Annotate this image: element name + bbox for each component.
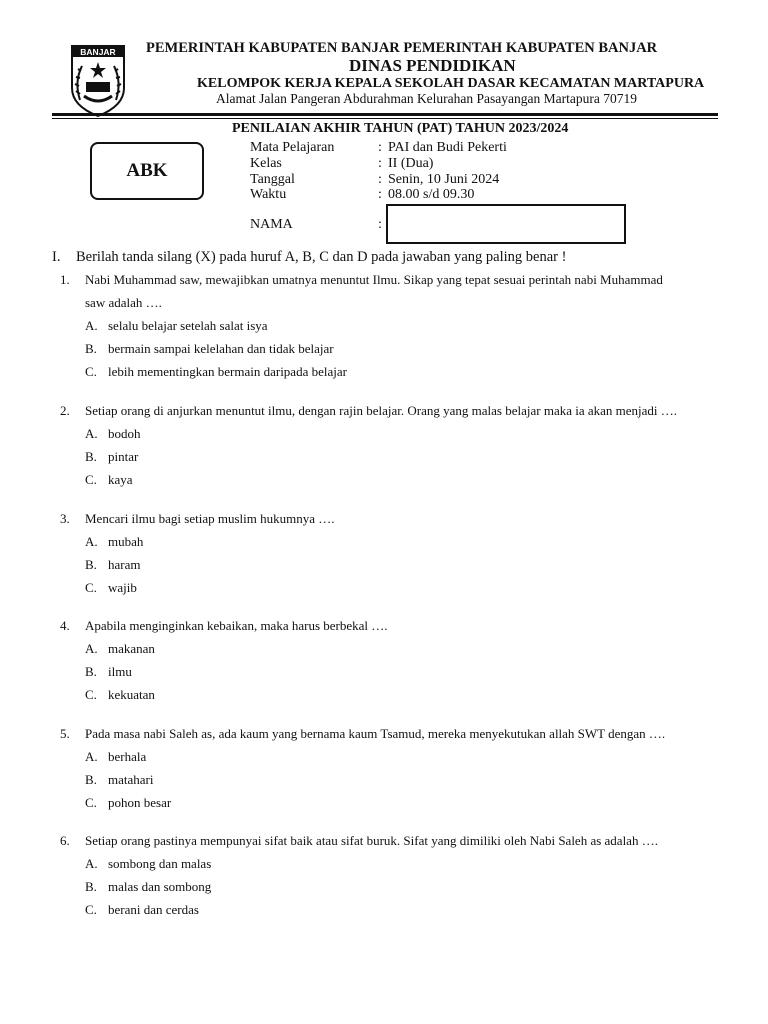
- option-letter: B.: [85, 879, 97, 894]
- option-letter: B.: [85, 449, 97, 464]
- option-2c[interactable]: [85, 472, 133, 488]
- info-label: Waktu: [250, 187, 287, 202]
- option-letter: C.: [85, 795, 97, 810]
- option-1c[interactable]: [85, 364, 347, 380]
- option-4a[interactable]: [85, 641, 155, 657]
- info-value: PAI dan Budi Pekerti: [388, 140, 507, 155]
- option-6b[interactable]: [85, 879, 211, 895]
- info-value: Senin, 10 Juni 2024: [388, 172, 500, 187]
- question-number: 3.: [60, 511, 70, 526]
- header-department: DINAS PENDIDIKAN: [349, 56, 516, 75]
- info-value: II (Dua): [388, 156, 434, 171]
- option-6a[interactable]: [85, 856, 211, 872]
- option-text: lebih mementingkan bermain daripada belajar: [108, 364, 347, 379]
- option-text: haram: [108, 557, 141, 572]
- option-text: bermain sampai kelelahan dan tidak belajar: [108, 341, 334, 356]
- option-letter: A.: [85, 426, 98, 441]
- option-text: matahari: [108, 772, 154, 787]
- question-number: 5.: [60, 726, 70, 741]
- option-text: pohon besar: [108, 795, 172, 810]
- option-4c[interactable]: [85, 687, 155, 703]
- option-letter: A.: [85, 749, 98, 764]
- info-colon: :: [378, 140, 382, 155]
- info-row-date: [250, 172, 499, 188]
- header-government: PEMERINTAH KABUPATEN BANJAR PEMERINTAH KABUPATEN BANJAR: [146, 40, 658, 56]
- info-colon: :: [378, 187, 382, 202]
- name-label: NAMA: [250, 217, 293, 232]
- info-colon: :: [378, 156, 382, 171]
- option-6c[interactable]: [85, 902, 199, 918]
- header-rule-thin: [52, 118, 718, 119]
- option-text: kaya: [108, 472, 133, 487]
- info-label: Kelas: [250, 156, 282, 171]
- question-text: Mencari ilmu bagi setiap muslim hukumnya ….: [85, 511, 335, 526]
- option-1a[interactable]: [85, 318, 268, 334]
- option-letter: A.: [85, 641, 98, 656]
- question-text: Apabila menginginkan kebaikan, maka harus berbekal ….: [85, 618, 388, 633]
- option-text: berhala: [108, 749, 147, 764]
- option-text: mubah: [108, 534, 144, 549]
- option-1b[interactable]: [85, 341, 334, 357]
- instruction-text: Berilah tanda silang (X) pada huruf A, B, C dan D pada jawaban yang paling benar !: [76, 249, 567, 265]
- question-text: Nabi Muhammad saw, mewajibkan umatnya menuntut Ilmu. Sikap yang tepat sesuai perintah nabi Muhammad: [85, 272, 663, 287]
- header-address: Alamat Jalan Pangeran Abdurahman Kelurahan Pasayangan Martapura 70719: [216, 91, 637, 106]
- option-5a[interactable]: [85, 749, 146, 765]
- info-colon: :: [378, 172, 382, 187]
- question-number: 6.: [60, 833, 70, 848]
- banjar-emblem-logo: [68, 44, 128, 118]
- option-letter: B.: [85, 557, 97, 572]
- option-letter: C.: [85, 472, 97, 487]
- option-5b[interactable]: [85, 772, 153, 788]
- info-row-class: [250, 156, 433, 172]
- question-number: 2.: [60, 403, 70, 418]
- option-letter: A.: [85, 856, 98, 871]
- option-2b[interactable]: [85, 449, 138, 465]
- option-3c[interactable]: [85, 580, 137, 596]
- name-colon: :: [378, 217, 382, 232]
- option-letter: B.: [85, 772, 97, 787]
- question-text: Setiap orang pastinya mempunyai sifat baik atau sifat buruk. Sifat yang dimiliki oleh Nabi Saleh as adalah ….: [85, 833, 658, 848]
- option-2a[interactable]: [85, 426, 141, 442]
- question-number: 4.: [60, 618, 70, 633]
- abk-badge: ABK: [90, 142, 204, 200]
- option-letter: A.: [85, 534, 98, 549]
- option-3b[interactable]: [85, 557, 140, 573]
- section-number: I.: [52, 249, 61, 265]
- option-text: kekuatan: [108, 687, 155, 702]
- header-rule-thick: [52, 113, 718, 116]
- option-3a[interactable]: [85, 534, 143, 550]
- option-letter: C.: [85, 902, 97, 917]
- info-row-subject: [250, 140, 507, 156]
- question-text: Pada masa nabi Saleh as, ada kaum yang bernama kaum Tsamud, mereka menyekutukan allah SWT dengan ….: [85, 726, 666, 741]
- info-row-name: [250, 217, 388, 233]
- logo-text: BANJAR: [80, 47, 116, 57]
- option-letter: B.: [85, 664, 97, 679]
- info-value: 08.00 s/d 09.30: [388, 187, 475, 202]
- option-text: selalu belajar setelah salat isya: [108, 318, 268, 333]
- option-letter: A.: [85, 318, 98, 333]
- header-working-group: KELOMPOK KERJA KEPALA SEKOLAH DASAR KECAMATAN MARTAPURA: [197, 76, 705, 91]
- option-text: ilmu: [108, 664, 132, 679]
- exam-title: PENILAIAN AKHIR TAHUN (PAT) TAHUN 2023/2024: [232, 121, 569, 136]
- option-text: makanan: [108, 641, 155, 656]
- option-text: sombong dan malas: [108, 856, 212, 871]
- option-text: malas dan sombong: [108, 879, 212, 894]
- option-text: bodoh: [108, 426, 141, 441]
- option-letter: B.: [85, 341, 97, 356]
- option-text: berani dan cerdas: [108, 902, 199, 917]
- question-number: 1.: [60, 272, 70, 287]
- option-text: wajib: [108, 580, 137, 595]
- option-letter: C.: [85, 687, 97, 702]
- option-letter: C.: [85, 364, 97, 379]
- option-text: pintar: [108, 449, 139, 464]
- name-input-box[interactable]: [386, 204, 626, 244]
- option-5c[interactable]: [85, 795, 171, 811]
- question-text: Setiap orang di anjurkan menuntut ilmu, dengan rajin belajar. Orang yang malas belajar maka ia akan menjadi ….: [85, 403, 678, 418]
- option-letter: C.: [85, 580, 97, 595]
- info-label: Mata Pelajaran: [250, 140, 335, 155]
- option-4b[interactable]: [85, 664, 132, 680]
- question-text-line2: saw adalah ….: [85, 295, 162, 310]
- info-label: Tanggal: [250, 172, 295, 187]
- info-row-time: [250, 187, 474, 203]
- section-instruction: [52, 249, 566, 266]
